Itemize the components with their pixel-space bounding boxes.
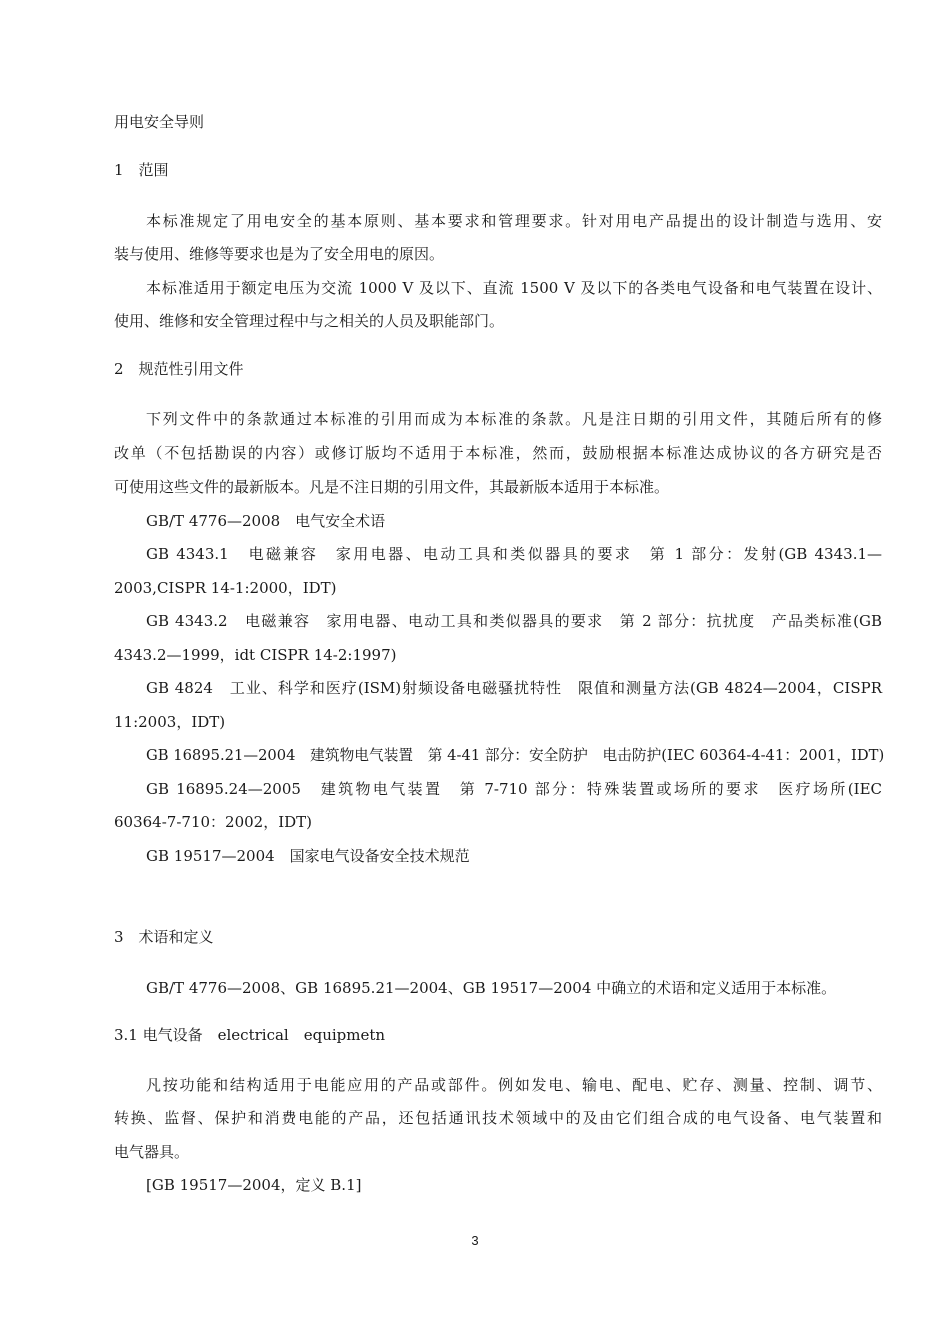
reference-item: GB 16895.24—2005 建筑物电气装置 第 7-710 部分：特殊装置或场所的要求 医疗场所(IEC bbox=[146, 780, 882, 798]
reference-item-cont: 60364-7-710：2002，IDT) bbox=[114, 813, 313, 831]
paragraph-line: 改单（不包括勘误的内容）或修订版均不适用于本标准，然而，鼓励根据本标准达成协议的各方研究是否 bbox=[114, 444, 882, 462]
paragraph-line: 下列文件中的条款通过本标准的引用而成为本标准的条款。凡是注日期的引用文件，其随后所有的修 bbox=[146, 410, 882, 428]
paragraph-line: 本标准规定了用电安全的基本原则、基本要求和管理要求。针对用电产品提出的设计制造与选用、安 bbox=[146, 212, 882, 230]
section-2-heading: 2 规范性引用文件 bbox=[114, 360, 244, 378]
page-number: 3 bbox=[471, 1233, 479, 1248]
section-3-1-heading: 3.1 电气设备 electrical equipmetn bbox=[114, 1026, 386, 1044]
paragraph-line: 本标准适用于额定电压为交流 1000 V 及以下、直流 1500 V 及以下的各类电气设备和电气装置在设计、 bbox=[146, 279, 882, 297]
paragraph-line: 可使用这些文件的最新版本。凡是不注日期的引用文件，其最新版本适用于本标准。 bbox=[114, 478, 670, 496]
paragraph-line: 使用、维修和安全管理过程中与之相关的人员及职能部门。 bbox=[114, 312, 505, 330]
reference-item-cont: 4343.2—1999，idt CISPR 14-2:1997) bbox=[114, 646, 397, 664]
reference-item: GB 4343.1 电磁兼容 家用电器、电动工具和类似器具的要求 第 1 部分：发射(GB 4343.1— bbox=[146, 545, 882, 563]
paragraph-line: 转换、监督、保护和消费电能的产品，还包括通讯技术领域中的及由它们组合成的电气设备、电气装置和 bbox=[114, 1109, 882, 1127]
definition-source: [GB 19517—2004，定义 B.1] bbox=[146, 1176, 362, 1194]
document-title: 用电安全导则 bbox=[114, 113, 205, 131]
reference-item: GB 16895.21—2004 建筑物电气装置 第 4-41 部分：安全防护 电击防护(IEC 60364-4-41：2001，IDT) bbox=[146, 746, 885, 764]
paragraph-line: 凡按功能和结构适用于电能应用的产品或部件。例如发电、输电、配电、贮存、测量、控制、调节、 bbox=[146, 1076, 882, 1094]
reference-item-cont: 2003,CISPR 14-1:2000，IDT) bbox=[114, 579, 337, 597]
reference-item: GB 4343.2 电磁兼容 家用电器、电动工具和类似器具的要求 第 2 部分：抗扰度 产品类标准(GB bbox=[146, 612, 882, 630]
paragraph-line: GB/T 4776—2008、GB 16895.21—2004、GB 19517—2004 中确立的术语和定义适用于本标准。 bbox=[146, 979, 837, 997]
reference-item: GB/T 4776—2008 电气安全术语 bbox=[146, 512, 386, 530]
paragraph-line: 装与使用、维修等要求也是为了安全用电的原因。 bbox=[114, 245, 445, 263]
reference-item: GB 4824 工业、科学和医疗(ISM)射频设备电磁骚扰特性 限值和测量方法(GB 4824—2004，CISPR bbox=[146, 679, 882, 697]
reference-item: GB 19517—2004 国家电气设备安全技术规范 bbox=[146, 847, 470, 865]
section-1-heading: 1 范围 bbox=[114, 161, 169, 179]
reference-item-cont: 11:2003，IDT) bbox=[114, 713, 226, 731]
paragraph-line: 电气器具。 bbox=[114, 1143, 190, 1161]
section-3-heading: 3 术语和定义 bbox=[114, 928, 214, 946]
